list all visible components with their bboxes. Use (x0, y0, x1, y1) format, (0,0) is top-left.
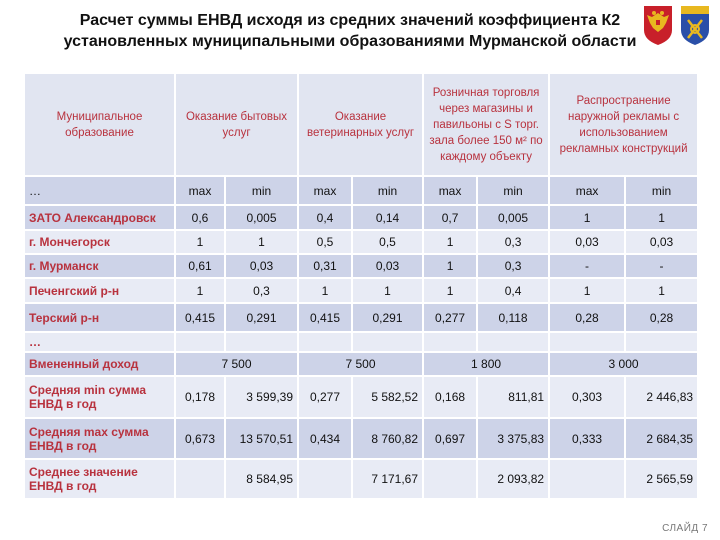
table-cell (298, 459, 352, 499)
row-name: Средняя min сумма ЕНВД в год (24, 376, 175, 418)
row-name: Средняя max сумма ЕНВД в год (24, 418, 175, 459)
table-cell (423, 459, 477, 499)
table-cell: 0,118 (477, 303, 549, 332)
table-cell: 0,291 (225, 303, 298, 332)
table-cell: 1 (549, 205, 625, 230)
subheader-cell: min (625, 176, 698, 205)
imputed-income-row (24, 352, 698, 376)
table-cell: 0,303 (549, 376, 625, 418)
table-cell: 0,03 (352, 254, 423, 278)
table-cell (175, 332, 225, 352)
subheader-cell: max (423, 176, 477, 205)
table-cell (298, 332, 352, 352)
header-veterinary-services: Оказание ветеринарных услуг (298, 73, 423, 176)
table-cell: 1 (298, 278, 352, 303)
table-cell: 5 582,52 (352, 376, 423, 418)
table-cell: 1 (352, 278, 423, 303)
row-name: г. Мурманск (24, 254, 175, 278)
row-name: Вмененный доход (24, 352, 175, 376)
table-cell: 1 (625, 278, 698, 303)
table-row (24, 278, 698, 303)
table-cell: 7 500 (298, 352, 423, 376)
table-cell: 1 (549, 278, 625, 303)
header-retail-trade: Розничная торговля через магазины и павильоны с S торг. зала более 150 м² по каждому объекту (423, 73, 549, 176)
table-cell: 0,333 (549, 418, 625, 459)
table-cell: 0,4 (298, 205, 352, 230)
table-cell: 0,03 (225, 254, 298, 278)
subheader-cell: min (352, 176, 423, 205)
table-header-row (24, 73, 698, 176)
envd-table (23, 72, 699, 500)
page-title: Расчет суммы ЕНВД исходя из средних значений коэффициента К2 установленных муниципальными образованиями Мурманской области (63, 12, 637, 50)
table-cell (225, 332, 298, 352)
table-cell: 0,3 (477, 254, 549, 278)
table-cell: 0,6 (175, 205, 225, 230)
table-cell: - (549, 254, 625, 278)
row-name: Печенгский р-н (24, 278, 175, 303)
table-row (24, 254, 698, 278)
table-cell: 0,415 (175, 303, 225, 332)
row-name: … (24, 332, 175, 352)
table-row (24, 303, 698, 332)
table-cell: 0,4 (477, 278, 549, 303)
table-cell (549, 332, 625, 352)
subheader-cell: min (225, 176, 298, 205)
table-cell (352, 332, 423, 352)
avg-min-row (24, 376, 698, 418)
table-cell: 0,005 (225, 205, 298, 230)
table-cell: 0,697 (423, 418, 477, 459)
table-cell: 0,673 (175, 418, 225, 459)
subheader-cell: max (298, 176, 352, 205)
table-cell: 1 (423, 278, 477, 303)
row-name: г. Мончегорск (24, 230, 175, 254)
table-cell: 3 000 (549, 352, 698, 376)
slide-number: СЛАЙД 7 (662, 523, 708, 534)
murmansk-coat-of-arms-icon (678, 4, 712, 46)
table-row (24, 332, 698, 352)
table-cell: 0,14 (352, 205, 423, 230)
header-outdoor-advertising: Распространение наружной рекламы с использованием рекламных конструкций (549, 73, 698, 176)
table-row (24, 230, 698, 254)
table-cell: 1 (423, 230, 477, 254)
table-cell: 0,168 (423, 376, 477, 418)
table-cell: 0,277 (423, 303, 477, 332)
table-cell (423, 332, 477, 352)
table-cell: 0,5 (352, 230, 423, 254)
table-cell: 0,3 (477, 230, 549, 254)
table-cell: - (625, 254, 698, 278)
table-cell: 0,3 (225, 278, 298, 303)
row-name: ЗАТО Александровск (24, 205, 175, 230)
table-cell: 0,178 (175, 376, 225, 418)
table-cell: 0,61 (175, 254, 225, 278)
subheader-cell: max (175, 176, 225, 205)
table-cell (549, 459, 625, 499)
table-cell (477, 332, 549, 352)
table-cell: 3 599,39 (225, 376, 298, 418)
avg-max-row (24, 418, 698, 459)
table-cell: 1 (175, 278, 225, 303)
avg-value-row (24, 459, 698, 499)
table-cell: 0,28 (549, 303, 625, 332)
table-cell: 8 760,82 (352, 418, 423, 459)
table-cell: 0,005 (477, 205, 549, 230)
header-household-services: Оказание бытовых услуг (175, 73, 298, 176)
subheader-cell: min (477, 176, 549, 205)
table-cell: 13 570,51 (225, 418, 298, 459)
table-cell: 2 093,82 (477, 459, 549, 499)
table-cell: 1 (625, 205, 698, 230)
table-cell: 8 584,95 (225, 459, 298, 499)
table-cell: 0,28 (625, 303, 698, 332)
table-cell: 7 500 (175, 352, 298, 376)
row-name: Среднее значение ЕНВД в год (24, 459, 175, 499)
table-row (24, 205, 698, 230)
header-municipality: Муниципальное образование (24, 73, 175, 176)
table-cell: 2 684,35 (625, 418, 698, 459)
subheader-cell: max (549, 176, 625, 205)
russia-coat-of-arms-icon (641, 4, 675, 46)
table-cell: 1 (225, 230, 298, 254)
table-subheader-row (24, 176, 698, 205)
table-cell: 0,291 (352, 303, 423, 332)
table-cell: 0,5 (298, 230, 352, 254)
subheader-label: … (24, 176, 175, 205)
row-name: Терский р-н (24, 303, 175, 332)
table-cell: 0,434 (298, 418, 352, 459)
table-cell: 0,277 (298, 376, 352, 418)
table-cell: 2 565,59 (625, 459, 698, 499)
table-cell (625, 332, 698, 352)
table-cell: 3 375,83 (477, 418, 549, 459)
table-cell: 0,03 (549, 230, 625, 254)
table-cell: 7 171,67 (352, 459, 423, 499)
table-cell: 811,81 (477, 376, 549, 418)
table-cell: 2 446,83 (625, 376, 698, 418)
table-cell: 0,7 (423, 205, 477, 230)
table-cell (175, 459, 225, 499)
table-cell: 0,31 (298, 254, 352, 278)
table-cell: 0,415 (298, 303, 352, 332)
table-cell: 1 (423, 254, 477, 278)
table-cell: 1 800 (423, 352, 549, 376)
table-cell: 0,03 (625, 230, 698, 254)
table-cell: 1 (175, 230, 225, 254)
